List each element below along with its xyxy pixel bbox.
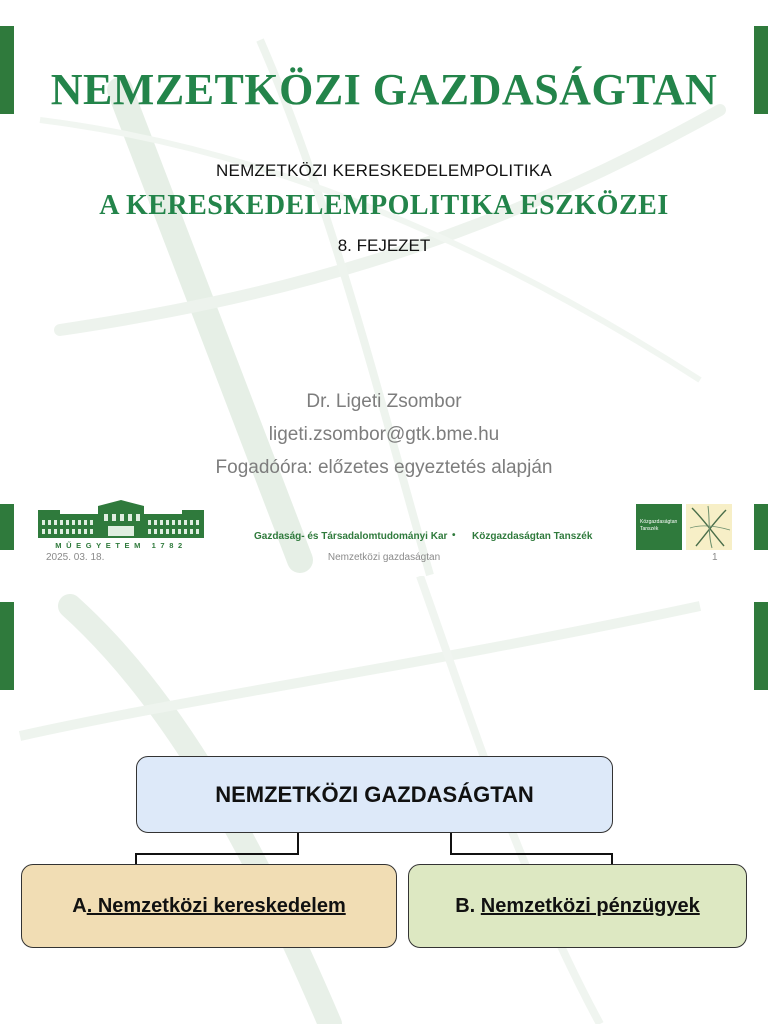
footer-separator: •: [452, 530, 456, 541]
footer-course: Nemzetközi gazdaságtan: [327, 552, 441, 563]
structure-slide: [0, 576, 768, 1024]
chapter-label: 8. FEJEZET: [337, 236, 431, 255]
right-footer-bar: [754, 504, 768, 550]
child-a-label: . Nemzetközi kereskedelem: [86, 894, 346, 917]
root-node: [136, 756, 613, 833]
department-logo-emblem: [686, 504, 732, 550]
department-logo-text: Közgazdaságtan Tanszék: [640, 519, 678, 532]
subtitle-small: NEMZETKÖZI KERESKEDELEMPOLITIKA: [216, 161, 552, 180]
footer-page-number: 1: [712, 552, 718, 563]
subtitle-big: A KERESKEDELEMPOLITIKA ESZKÖZEI: [99, 190, 669, 221]
child-b-prefix: B.: [455, 894, 476, 917]
main-title: NEMZETKÖZI GAZDASÁGTAN: [50, 65, 718, 114]
department-name: Közgazdaságtan Tanszék: [472, 531, 593, 542]
faculty-name: Gazdaság- és Társadalomtudományi Kar: [254, 531, 448, 542]
child-a-prefix: A: [72, 894, 87, 917]
department-logo-green: [636, 504, 682, 550]
left-footer-bar: [0, 504, 14, 550]
child-node-a: [21, 864, 397, 948]
author-name: Dr. Ligeti Zsombor: [306, 391, 462, 412]
department-emblem-icon: [686, 504, 732, 550]
bme-logo-caption: MŰEGYETEM 1782: [55, 541, 187, 550]
author-email: ligeti.zsombor@gtk.bme.hu: [268, 424, 500, 445]
child-node-b: [408, 864, 747, 948]
child-b-label: Nemzetközi pénzügyek: [480, 894, 700, 917]
bme-building-logo: [36, 500, 206, 550]
root-node-label: NEMZETKÖZI GAZDASÁGTAN: [215, 781, 534, 807]
office-hours: Fogadóóra: előzetes egyeztetés alapján: [215, 457, 553, 478]
footer-date: 2025. 03. 18.: [46, 552, 105, 563]
